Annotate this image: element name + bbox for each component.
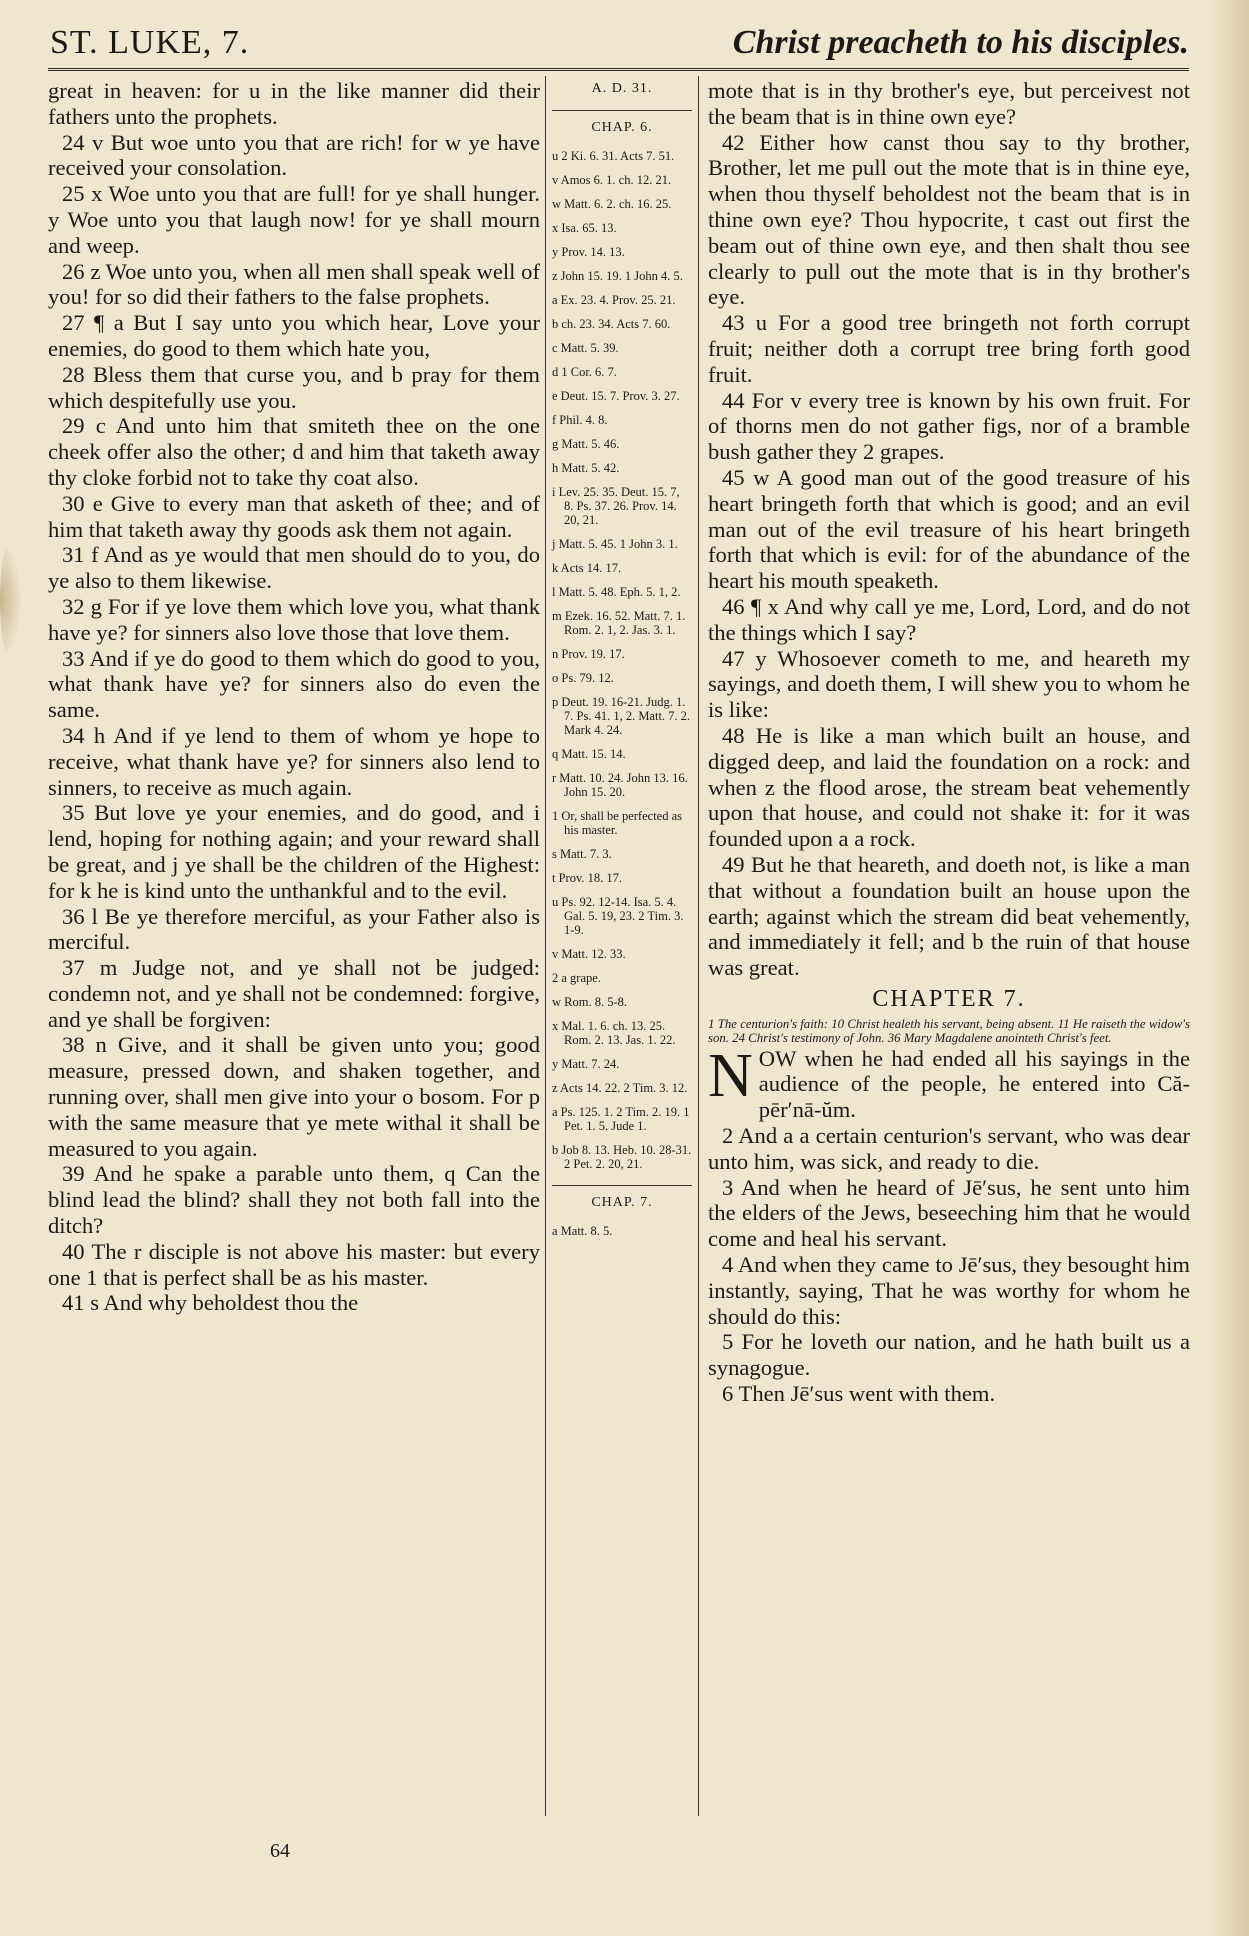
chapter-7-verses — [708, 1123, 1190, 1407]
divider — [552, 1185, 692, 1186]
cross-reference: w Matt. 6. 2. ch. 16. 25. — [552, 197, 672, 211]
verse: 38 n Give, and it shall be given unto you; good measure, pressed down, and shaken together, and running over, shall men give into your o bosom. For p with the same measure that ye mete withal it shall be measured to you again. — [48, 1032, 540, 1161]
cross-reference: m Ezek. 16. 52. Matt. 7. 1. Rom. 2. 1, 2. Jas. 3. 1. — [552, 609, 686, 637]
cross-reference: e Deut. 15. 7. Prov. 3. 27. — [552, 389, 680, 403]
verse: 42 Either how canst thou say to thy brother, Brother, let me pull out the mote that is in thine eye, when thou thyself beholdest not the beam that is in thine own eye? Thou hypocrite, t cast out first the beam out of thine own eye, and then shalt thou see clearly to pull out the mote that is in thy brother's eye. — [708, 129, 1190, 310]
cross-reference: z Acts 14. 22. 2 Tim. 3. 12. — [552, 1081, 688, 1095]
chapter-7-title: CHAPTER 7. — [872, 985, 1026, 1012]
edge-stain — [0, 540, 22, 660]
book-chapter-heading: ST. LUKE, 7. — [50, 24, 250, 61]
cross-reference: v Matt. 12. 33. — [552, 947, 626, 961]
section-heading: Christ preacheth to his disciples. — [732, 24, 1189, 61]
verse: 31 f And as ye would that men should do to you, do ye also to them likewise. — [48, 542, 540, 594]
cross-reference: d 1 Cor. 6. 7. — [552, 365, 617, 379]
cross-reference: y Matt. 7. 24. — [552, 1057, 620, 1071]
cross-reference: a Matt. 8. 5. — [552, 1224, 613, 1238]
verse: 4 And when they came to Jē′sus, they besought him instantly, saying, That he was worthy for whom he should do this: — [708, 1252, 1190, 1329]
verse: 30 e Give to every man that asketh of thee; and of him that taketh away thy goods ask them not again. — [48, 490, 540, 542]
verse: 41 s And why beholdest thou the — [62, 1290, 359, 1316]
cross-reference: j Matt. 5. 45. 1 John 3. 1. — [552, 537, 678, 551]
verse: great in heaven: for u in the like manner did their fathers unto the prophets. — [48, 78, 540, 129]
page-number: 64 — [270, 1840, 290, 1862]
verse: 28 Bless them that curse you, and b pray for them which despitefully use you. — [48, 361, 540, 413]
cross-reference: c Matt. 5. 39. — [552, 341, 619, 355]
chapter-6-references — [552, 149, 692, 1171]
chapter-summary: 1 The centurion's faith: 10 Christ healeth his servant, being absent. 11 He raiseth the widow's son. 24 Christ's testimony of John. 36 Mary Magdalene anointeth Christ's feet. — [708, 1016, 1190, 1046]
cross-reference: x Isa. 65. 13. — [552, 221, 617, 235]
cross-reference: z John 15. 19. 1 John 4. 5. — [552, 269, 683, 283]
chapter-6-label: CHAP. 6. — [591, 120, 653, 135]
cross-reference: b ch. 23. 34. Acts 7. 60. — [552, 317, 671, 331]
verse: 35 But love ye your enemies, and do good, and i lend, hoping for nothing again; and your reward shall be great, and j ye shall be the children of the Highest: for k he is kind unto the unthankful and to the evil. — [48, 800, 540, 903]
cross-reference: v Amos 6. 1. ch. 12. 21. — [552, 173, 672, 187]
cross-reference: t Prov. 18. 17. — [552, 871, 623, 885]
verse: 47 y Whosoever cometh to me, and heareth my sayings, and doeth them, I will shew you to whom he is like: — [708, 645, 1190, 723]
verse: 45 w A good man out of the good treasure of his heart bringeth forth that which is good; and an evil man out of the evil treasure of his heart bringeth forth that which is evil: for of the abundance of the heart his mouth speaketh. — [708, 464, 1190, 594]
cross-reference: s Matt. 7. 3. — [552, 847, 612, 861]
drop-cap: N — [708, 1041, 753, 1110]
cross-reference: 1 Or, shall be perfected as his master. — [552, 809, 682, 837]
verse: 24 v But woe unto you that are rich! for w ye have received your consolation. — [48, 129, 540, 181]
page-edge-shading — [1210, 0, 1249, 1936]
verse: 49 But he that heareth, and doeth not, is like a man that without a foundation built an house upon the earth; against which the stream did beat vehemently, and immediately it fell; and b the ruin of that house was great. — [708, 851, 1190, 981]
verse: mote that is in thy brother's eye, but perceivest not the beam that is in thine own eye? — [708, 78, 1190, 129]
verse-1-text: OW when he had ended all his sayings in the audience of the people, he entered into Că-pēr′nā-ŭm. — [758, 1045, 1190, 1123]
verse: 36 l Be ye therefore merciful, as your Father also is merciful. — [48, 903, 540, 955]
verse: 2 And a a certain centurion's servant, who was dear unto him, was sick, and ready to die. — [708, 1123, 1190, 1174]
cross-reference: u 2 Ki. 6. 31. Acts 7. 51. — [552, 149, 675, 163]
verse: 3 And when he heard of Jē′sus, he sent unto him the elders of the Jews, beseeching him that he would come and heal his servant. — [708, 1174, 1190, 1252]
verse: 39 And he spake a parable unto them, q Can the blind lead the blind? shall they not both fall into the ditch? — [48, 1161, 540, 1239]
cross-reference: x Mal. 1. 6. ch. 13. 25. Rom. 2. 13. Jas. 1. 22. — [552, 1019, 676, 1047]
verse: 48 He is like a man which built an house, and digged deep, and laid the foundation on a rock: and when z the flood arose, the stream beat vehemently upon that house, and could not shake it: for it was founded upon a a rock. — [708, 722, 1190, 852]
left-text-column — [48, 78, 540, 1316]
verse-1 — [708, 1041, 1190, 1123]
cross-reference: u Ps. 92. 12-14. Isa. 5. 4. Gal. 5. 19, 23. 2 Tim. 3. 1-9. — [552, 895, 684, 937]
chapter-7-label: CHAP. 7. — [591, 1195, 653, 1210]
verse: 40 The r disciple is not above his master: but every one 1 that is perfect shall be as his master. — [48, 1238, 540, 1290]
running-header — [48, 22, 1189, 71]
cross-reference: g Matt. 5. 46. — [552, 437, 620, 451]
margin-references — [552, 78, 692, 1248]
verse: 33 And if ye do good to them which do good to you, what thank have ye? for sinners also do even the same. — [48, 645, 540, 723]
cross-reference: a Ex. 23. 4. Prov. 25. 21. — [552, 293, 676, 307]
cross-reference: 2 a grape. — [552, 971, 601, 985]
cross-reference: q Matt. 15. 14. — [552, 747, 626, 761]
verse: 5 For he loveth our nation, and he hath built us a synagogue. — [708, 1329, 1190, 1381]
cross-reference: f Phil. 4. 8. — [552, 413, 608, 427]
chapter-6-verses — [708, 78, 1190, 981]
verse: 27 ¶ a But I say unto you which hear, Love your enemies, do good to them which hate you, — [48, 310, 540, 361]
verse: 26 z Woe unto you, when all men shall speak well of you! for so did their fathers to the false prophets. — [48, 258, 540, 310]
verse: 37 m Judge not, and ye shall not be judged: condemn not, and ye shall not be condemned: forgive, and ye shall be forgiven: — [48, 955, 540, 1032]
cross-reference: b Job 8. 13. Heb. 10. 28-31. 2 Pet. 2. 20, 21. — [552, 1143, 692, 1171]
cross-reference: y Prov. 14. 13. — [552, 245, 625, 259]
cross-reference: k Acts 14. 17. — [552, 561, 622, 575]
left-column-rule — [545, 76, 546, 1816]
verse: 44 For v every tree is known by his own fruit. For of thorns men do not gather figs, nor of a bramble bush gather they 2 grapes. — [708, 387, 1190, 465]
verse: 29 c And unto him that smiteth thee on the one cheek offer also the other; d and him that taketh away thy cloke forbid not to take thy coat also. — [48, 413, 540, 490]
verse: 43 u For a good tree bringeth not forth corrupt fruit; neither doth a corrupt tree bring forth good fruit. — [708, 310, 1190, 387]
cross-reference: p Deut. 19. 16-21. Judg. 1. 7. Ps. 41. 1, 2. Matt. 7. 2. Mark 4. 24. — [552, 695, 691, 737]
cross-reference: n Prov. 19. 17. — [552, 647, 625, 661]
right-column-rule — [698, 76, 699, 1816]
verse: 46 ¶ x And why call ye me, Lord, Lord, and do not the things which I say? — [708, 593, 1190, 645]
divider — [552, 110, 692, 111]
cross-reference: l Matt. 5. 48. Eph. 5. 1, 2. — [552, 585, 681, 599]
right-text-column — [708, 78, 1190, 1407]
cross-reference: w Rom. 8. 5-8. — [552, 995, 627, 1009]
cross-reference: o Ps. 79. 12. — [552, 671, 614, 685]
cross-reference: i Lev. 25. 35. Deut. 15. 7, 8. Ps. 37. 26. Prov. 14. 20, 21. — [552, 485, 680, 527]
verse: 6 Then Jē′sus went with them. — [722, 1381, 996, 1407]
year-label: A. D. 31. — [591, 81, 653, 96]
verse: 34 h And if ye lend to them of whom ye hope to receive, what thank have ye? for sinners also lend to sinners, to receive as much again. — [48, 722, 540, 800]
verse: 25 x Woe unto you that are full! for ye shall hunger. y Woe unto you that laugh now! for ye shall mourn and weep. — [48, 181, 540, 258]
chapter-7-references — [552, 1224, 692, 1238]
cross-reference: h Matt. 5. 42. — [552, 461, 620, 475]
cross-reference: r Matt. 10. 24. John 13. 16. John 15. 20. — [552, 771, 688, 799]
cross-reference: a Ps. 125. 1. 2 Tim. 2. 19. 1 Pet. 1. 5. Jude 1. — [552, 1105, 690, 1133]
verse: 32 g For if ye love them which love you, what thank have ye? for sinners also love those that love them. — [48, 593, 540, 645]
